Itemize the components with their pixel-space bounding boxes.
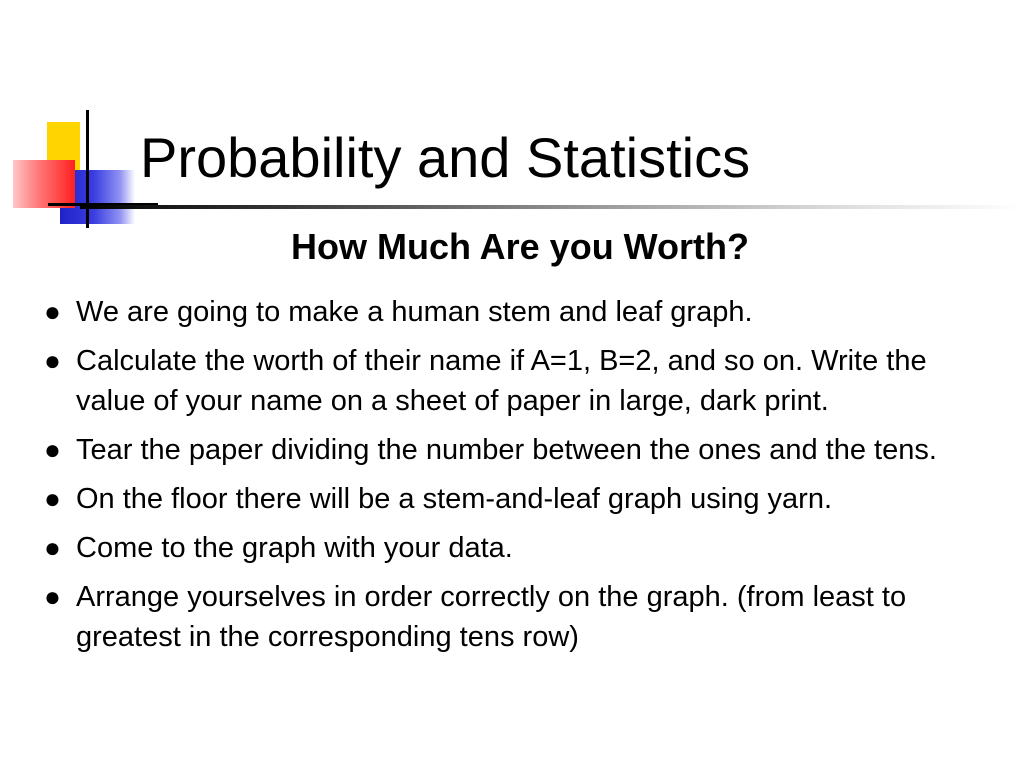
bullet-dot-icon: ● (44, 483, 61, 514)
bullet-text: Come to the graph with your data. (76, 532, 513, 564)
slide-subtitle: How Much Are you Worth? (291, 226, 749, 267)
bullet-item (44, 430, 984, 470)
bullet-item (44, 341, 984, 421)
bullet-text: Calculate the worth of their name if A=1, B=2, and so on. Write the value of your name on a sheet of paper in large, dark print. (76, 345, 927, 417)
logo-red-square (13, 160, 75, 208)
bullet-dot-icon: ● (44, 296, 61, 327)
bullet-item (44, 292, 984, 332)
bullet-text: Tear the paper dividing the number between the ones and the tens. (76, 434, 937, 466)
bullet-list (44, 292, 984, 666)
decorative-logo (0, 100, 150, 240)
title-underline-rule (80, 205, 1024, 209)
bullet-dot-icon: ● (44, 434, 61, 465)
bullet-item (44, 479, 984, 519)
bullet-dot-icon: ● (44, 345, 61, 376)
bullet-dot-icon: ● (44, 532, 61, 563)
bullet-item (44, 577, 984, 657)
bullet-dot-icon: ● (44, 581, 61, 612)
bullet-text: On the floor there will be a stem-and-leaf graph using yarn. (76, 483, 833, 515)
bullet-item (44, 528, 984, 568)
bullet-text: Arrange yourselves in order correctly on the graph. (from least to greatest in the corresponding tens row) (76, 581, 907, 653)
logo-vertical-line (86, 110, 89, 228)
slide-title: Probability and Statistics (140, 126, 751, 189)
bullet-text: We are going to make a human stem and leaf graph. (76, 296, 753, 328)
